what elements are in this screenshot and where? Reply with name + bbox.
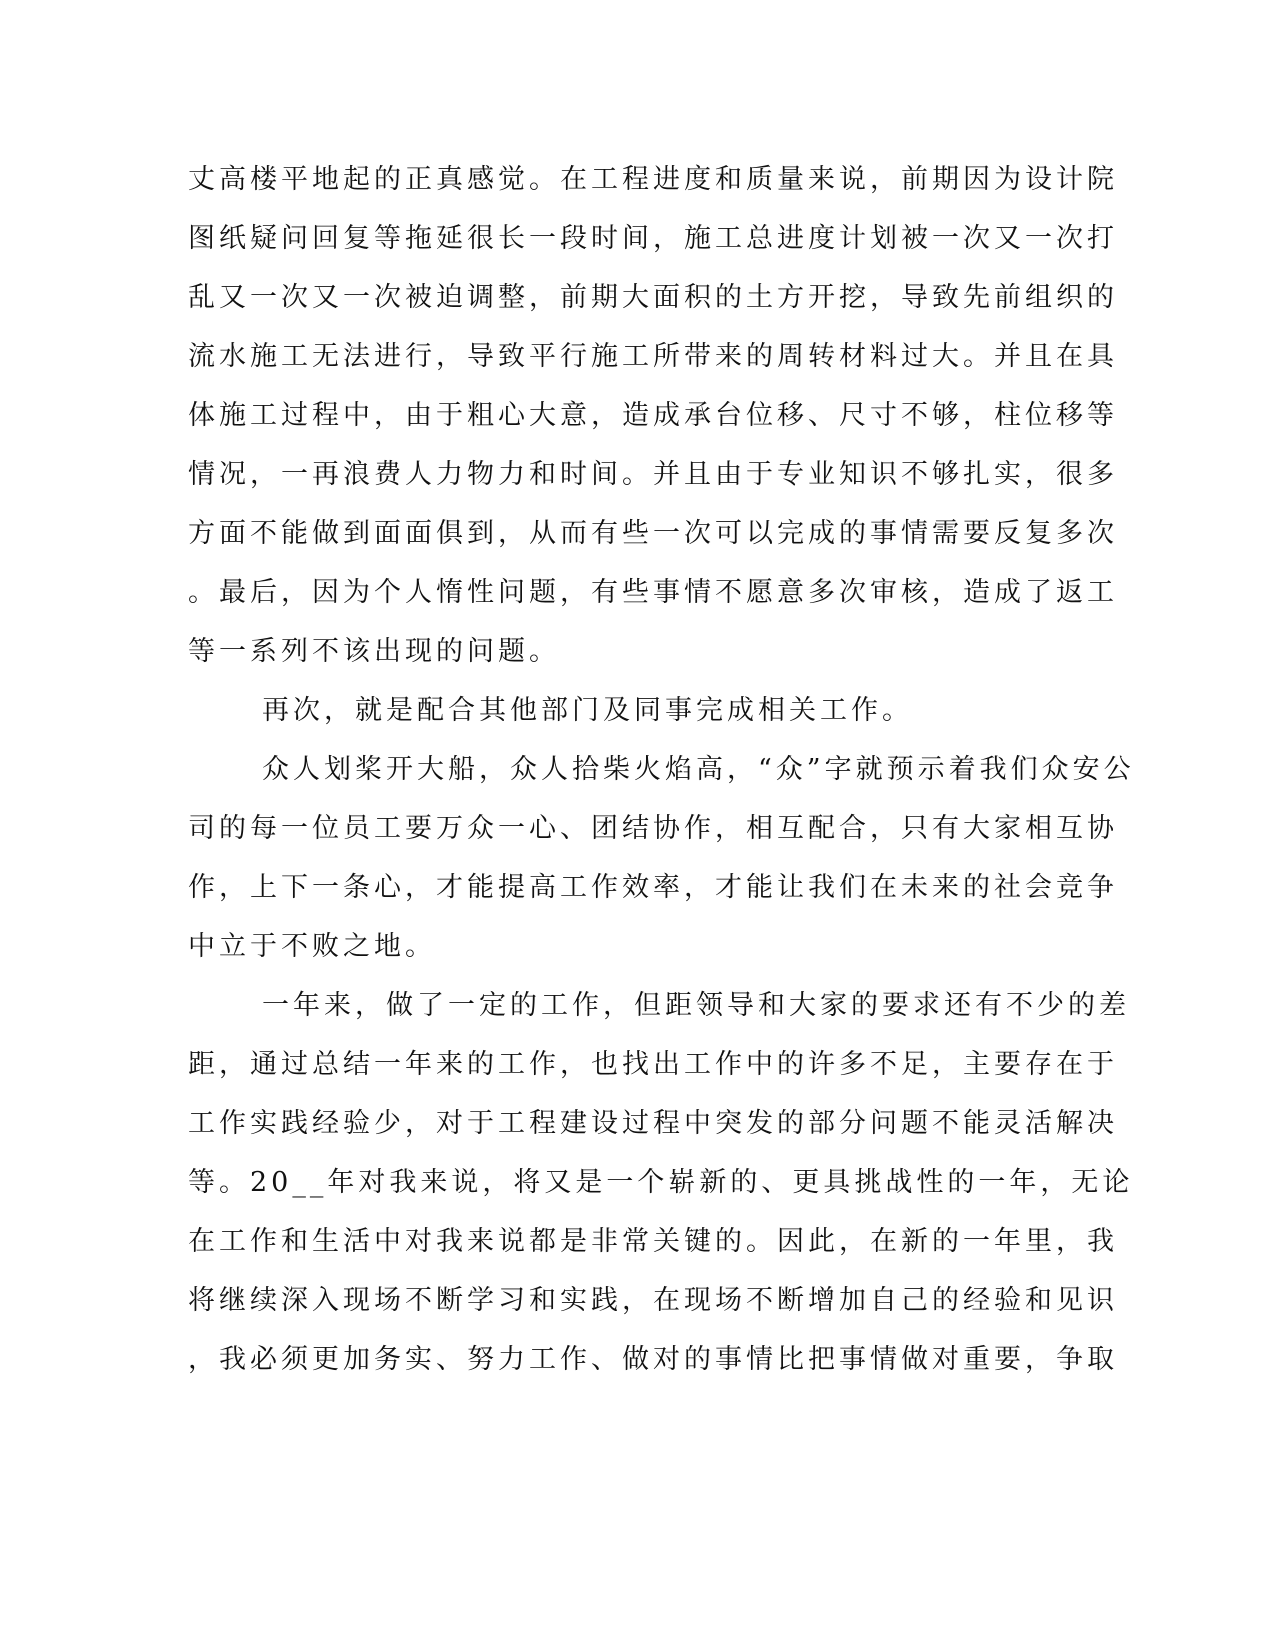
text-line: 再次，就是配合其他部门及同事完成相关工作。 — [262, 695, 913, 726]
text-line: 等一系列不该出现的问题。 — [188, 636, 560, 667]
text-line: 等。20__年对我来说，将又是一个崭新的、更具挑战性的一年，无论 — [188, 1167, 1134, 1198]
text-line: 乱又一次又一次被迫调整，前期大面积的土方开挖，导致先前组织的 — [188, 282, 1118, 313]
text-line: ，我必须更加务实、努力工作、做对的事情比把事情做对重要，争取 — [188, 1344, 1118, 1375]
text-line: 将继续深入现场不断学习和实践，在现场不断增加自己的经验和见识 — [188, 1285, 1118, 1316]
text-line: 中立于不败之地。 — [188, 931, 436, 962]
text-line: 体施工过程中，由于粗心大意，造成承台位移、尺寸不够，柱位移等 — [188, 400, 1118, 431]
text-line: 方面不能做到面面俱到，从而有些一次可以完成的事情需要反复多次 — [188, 518, 1118, 549]
text-line: 丈高楼平地起的正真感觉。在工程进度和质量来说，前期因为设计院 — [188, 164, 1118, 195]
text-line: 距，通过总结一年来的工作，也找出工作中的许多不足，主要存在于 — [188, 1049, 1118, 1080]
text-line: 图纸疑问回复等拖延很长一段时间，施工总进度计划被一次又一次打 — [188, 223, 1118, 254]
text-line: 工作实践经验少，对于工程建设过程中突发的部分问题不能灵活解决 — [188, 1108, 1118, 1139]
text-line: 一年来，做了一定的工作，但距领导和大家的要求还有不少的差 — [262, 990, 1130, 1021]
text-line: 情况，一再浪费人力物力和时间。并且由于专业知识不够扎实，很多 — [188, 459, 1118, 490]
text-line: 。最后，因为个人惰性问题，有些事情不愿意多次审核，造成了返工 — [188, 577, 1118, 608]
text-line: 众人划桨开大船，众人拾柴火焰高，“众”字就预示着我们众安公 — [262, 754, 1135, 785]
text-line: 作，上下一条心，才能提高工作效率，才能让我们在未来的社会竞争 — [188, 872, 1118, 903]
text-line: 在工作和生活中对我来说都是非常关键的。因此，在新的一年里，我 — [188, 1226, 1118, 1257]
text-line: 流水施工无法进行，导致平行施工所带来的周转材料过大。并且在具 — [188, 341, 1118, 372]
text-line: 司的每一位员工要万众一心、团结协作，相互配合，只有大家相互协 — [188, 813, 1118, 844]
